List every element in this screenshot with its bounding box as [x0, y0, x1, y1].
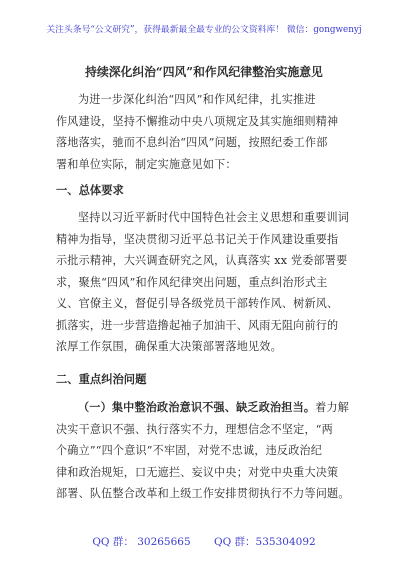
intro-line: 署和单位实际，制定实施意见如下：: [56, 157, 237, 171]
intro-paragraph: [56, 89, 361, 175]
promo-banner: 关注头条号“公文研究”，获得最新最全最专业的公文资料库！ 微信：gongwenyj: [46, 25, 362, 35]
section1-paragraph: [56, 207, 361, 358]
item1-tail: 着力解: [315, 401, 350, 414]
item1-heading: （一）集中整治政治意识不强、缺乏政治担当。: [78, 401, 316, 414]
document-title: 持续深化纠治“四风”和作风纪律整治实施意见: [85, 65, 323, 79]
section2-line: 律和政治规矩，口无遮拦、妄议中央；对党中央重大决策: [56, 465, 339, 479]
section1-line: 浓厚工作氛围，确保重大决策部署落地见效。: [56, 340, 282, 353]
qq-group-1: QQ 群： 30265665: [92, 536, 191, 548]
intro-line: 作风建设，坚持不懈推动中央八项规定及其实施细则精神: [56, 114, 339, 128]
section2-paragraph: [56, 397, 361, 505]
section1-line: 示批示精神，大兴调查研究之风，认真落实 xx 党委部署要: [56, 254, 348, 267]
section2-line: 部署、队伍整合改革和上级工作安排贯彻执行不力等问题。: [56, 487, 350, 500]
section-heading-1: 一、总体要求: [56, 183, 124, 197]
intro-line: 为进一步深化纠治“四风”和作风纪律，扎实推进: [78, 93, 316, 106]
section2-line: 决实干意识不强、执行落实不力，理想信念不坚定，“两: [56, 422, 333, 436]
section1-line: 抓落实，进一步营造撸起袖子加油干、风雨无阻向前行的: [56, 318, 339, 332]
contact-footer: [0, 533, 408, 551]
qq-group-2: QQ 群：535304092: [214, 536, 316, 548]
section1-line: 义、官僚主义，督促引导各级党员干部转作风、树新风、: [56, 297, 339, 310]
section2-line: 个确立”“四个意识”不牢固，对党不忠诚，违反政治纪: [56, 444, 323, 457]
section1-line: 坚持以习近平新时代中国特色社会主义思想和重要训词: [78, 211, 350, 224]
section1-line: 精神为指导，坚决贯彻习近平总书记关于作风建设重要指: [56, 232, 339, 246]
intro-line: 落地落实，驰而不息纠治“四风”问题，按照纪委工作部: [56, 136, 328, 149]
section2-first-line: [56, 397, 361, 419]
section-heading-2: 二、重点纠治问题: [56, 372, 147, 386]
section1-line: 求，聚焦“四风”和作风纪律突出问题，重点纠治形式主: [56, 275, 328, 289]
